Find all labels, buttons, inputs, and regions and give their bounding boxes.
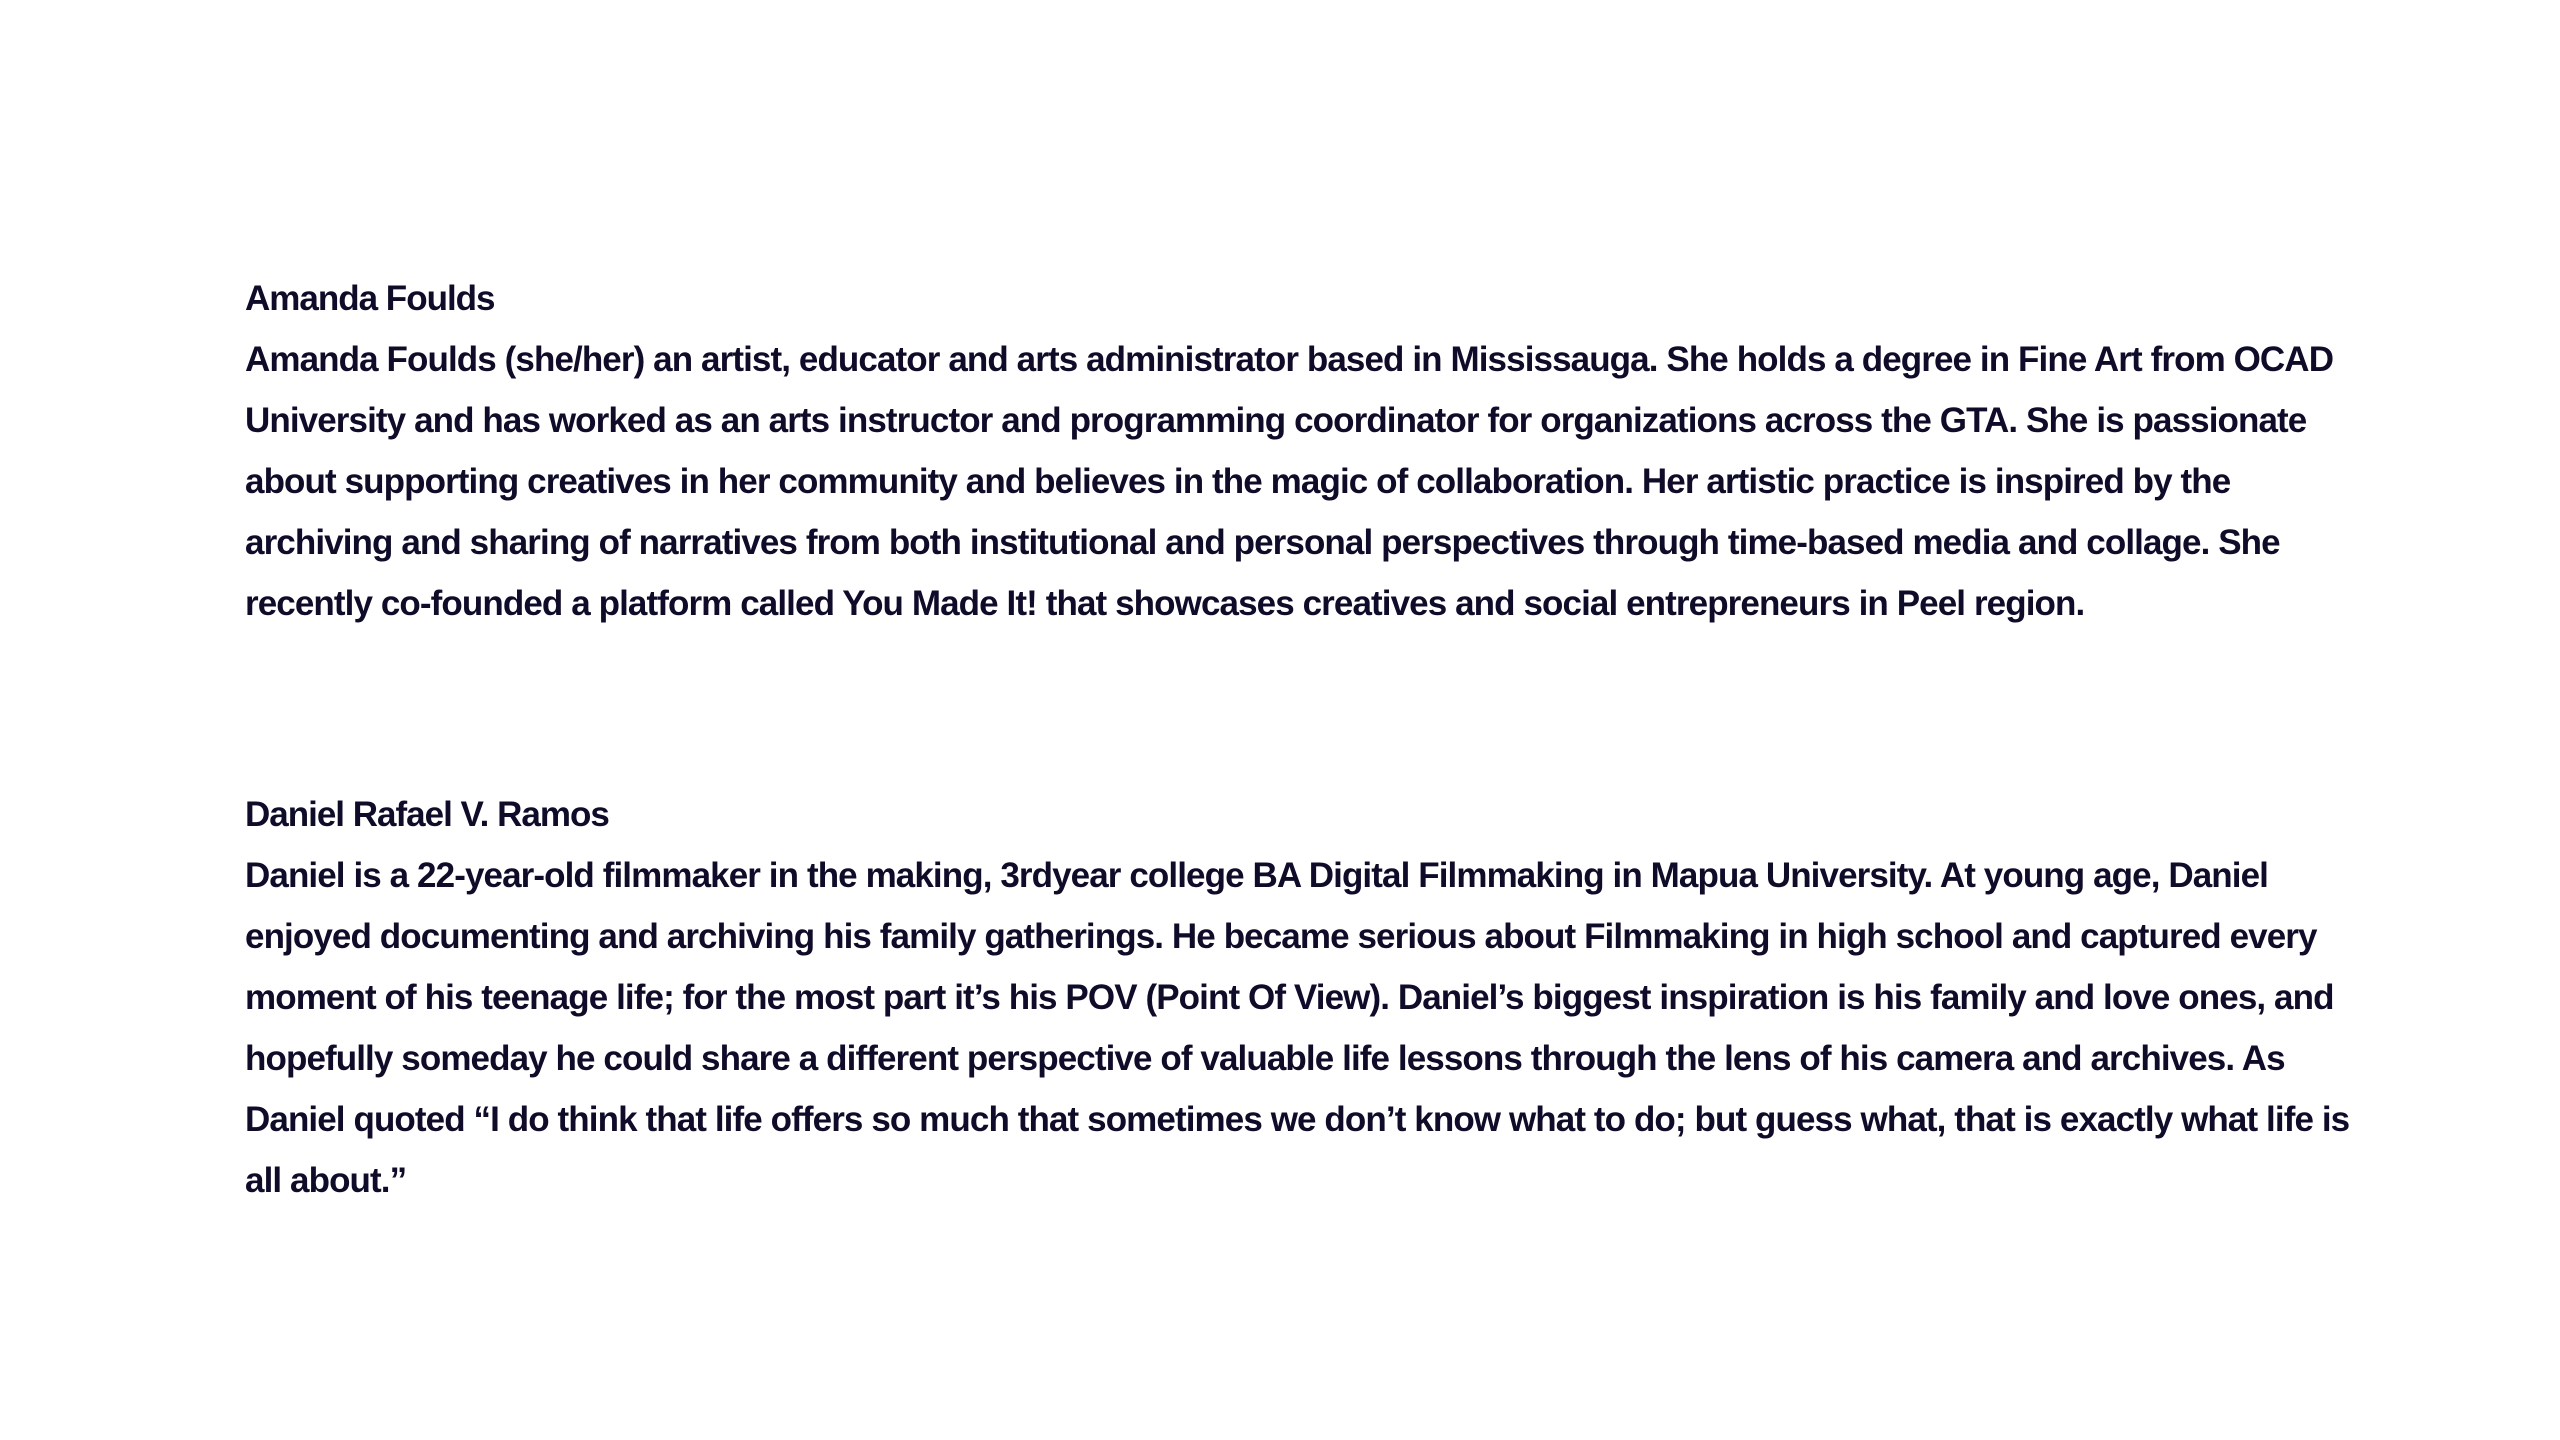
bio-amanda-foulds [245, 268, 2365, 634]
bio-description: Daniel is a 22-year-old filmmaker in the making, 3rdyear college BA Digital Filmmaking in Mapua University. At young age, Daniel enjoyed documenting and archiving his family gatherings. He became serious about Filmmaking in high school and captured every moment of his teenage life; for the most part it’s his POV (Point Of View). Daniel’s biggest inspiration is his family and love ones, and hopefully someday he could share a different perspective of valuable life lessons through the lens of his camera and archives. As Daniel quoted “I do think that life offers so much that sometimes we don’t know what to do; but guess what, that is exactly what life is all about.” [245, 856, 2350, 1200]
bio-name: Amanda Foulds [245, 279, 495, 318]
bio-description: Amanda Foulds (she/her) an artist, educator and arts administrator based in Mississauga. She holds a degree in Fine Art from OCAD University and has worked as an arts instructor and programming coordinator for organizations across the GTA. She is passionate about supporting creatives in her community and believes in the magic of collaboration. Her artistic practice is inspired by the archiving and sharing of narratives from both institutional and personal perspectives through time-based media and collage. She recently co-founded a platform called You Made It! that showcases creatives and social entrepreneurs in Peel region. [245, 340, 2334, 623]
bio-daniel-rafael-ramos [245, 784, 2365, 1211]
bio-name: Daniel Rafael V. Ramos [245, 795, 609, 834]
